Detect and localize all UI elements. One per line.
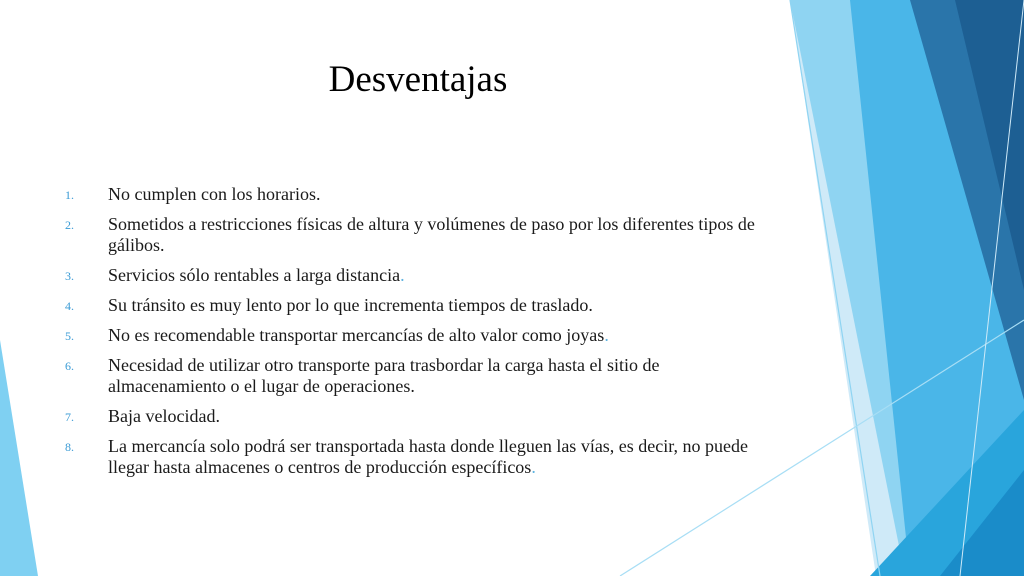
list-number: 2.	[65, 218, 74, 232]
list-number: 7.	[65, 410, 74, 424]
list-number: 3.	[65, 269, 74, 283]
list-text: Servicios sólo rentables a larga distancia	[108, 265, 401, 285]
list-number: 5.	[65, 329, 74, 343]
list-item	[60, 184, 760, 205]
list-text: No cumplen con los horarios.	[108, 184, 321, 204]
list-number: 8.	[65, 440, 74, 454]
list-text: No es recomendable transportar mercancías de alto valor como joyas	[108, 325, 605, 345]
list-item	[60, 436, 760, 478]
list-text: La mercancía solo podrá ser transportada hasta donde lleguen las vías, es decir, no puede llegar hasta almacenes o centros de producción específicos	[108, 436, 749, 477]
list-text: Necesidad de utilizar otro transporte para trasbordar la carga hasta el sitio de almacenamiento o el lugar de operaciones.	[108, 355, 660, 396]
disadvantages-list	[60, 184, 760, 487]
slide-title: Desventajas	[328, 59, 508, 100]
list-item	[60, 214, 760, 256]
list-text: Sometidos a restricciones físicas de altura y volúmenes de paso por los diferentes tipos de gálibos.	[108, 214, 755, 255]
list-item	[60, 355, 760, 397]
list-text: Baja velocidad.	[108, 406, 220, 426]
list-number: 1.	[65, 188, 74, 202]
list-trailing: .	[531, 457, 536, 477]
list-item	[60, 295, 760, 316]
left-accent-shape	[0, 340, 38, 576]
list-item	[60, 406, 760, 427]
list-item	[60, 265, 760, 286]
list-trailing: .	[400, 265, 405, 285]
list-number: 4.	[65, 299, 74, 313]
list-item	[60, 325, 760, 346]
list-number: 6.	[65, 359, 74, 373]
list-text: Su tránsito es muy lento por lo que incrementa tiempos de traslado.	[108, 295, 593, 315]
list-trailing: .	[604, 325, 609, 345]
